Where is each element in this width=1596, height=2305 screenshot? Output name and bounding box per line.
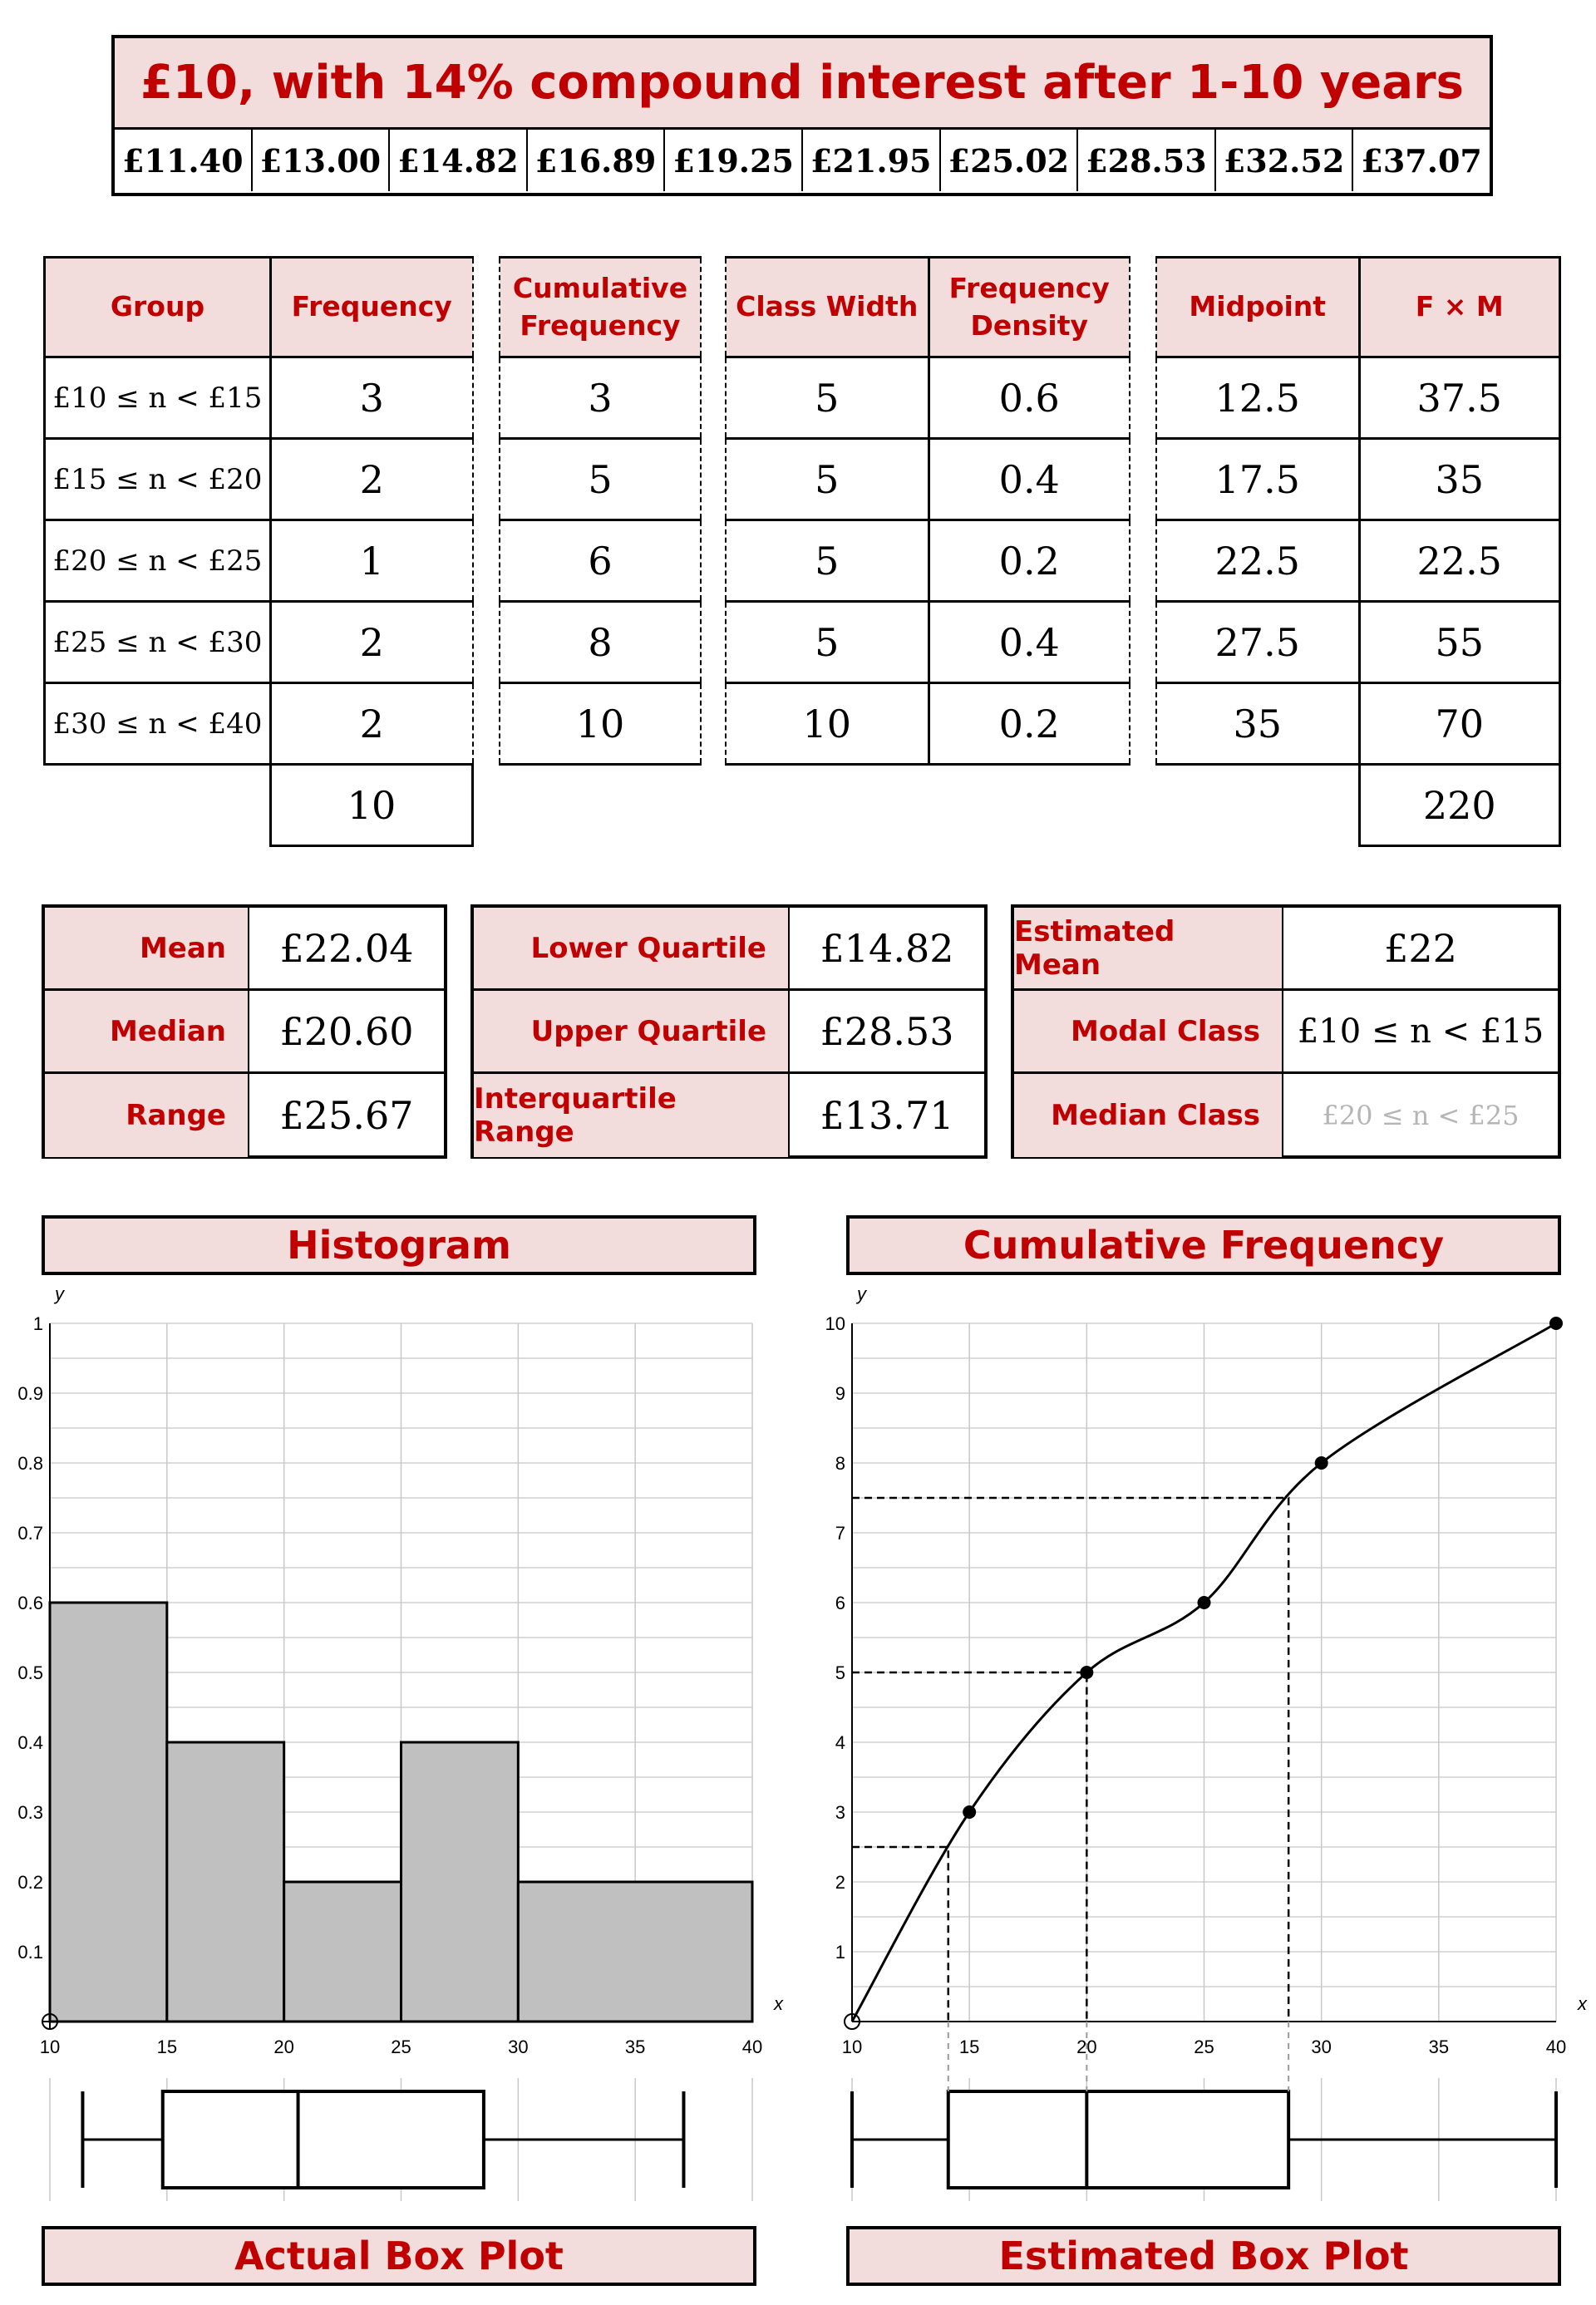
cumulative-y-tick-label: 10 bbox=[825, 1313, 845, 1334]
cumulative-x-axis-label: x bbox=[1578, 1993, 1587, 2014]
lower-quartile-value: £14.82 bbox=[788, 908, 984, 988]
estimated-box-plot-heading: Estimated Box Plot bbox=[846, 2226, 1561, 2286]
class-width-header: Class Width bbox=[726, 258, 929, 357]
class-width-cell: 5 bbox=[726, 520, 929, 602]
fxm-cell: 70 bbox=[1359, 683, 1560, 765]
estimated-mean-label: Estimated Mean bbox=[1014, 908, 1282, 988]
amount-year-5: £19.25 bbox=[665, 130, 803, 191]
mean-value: £22.04 bbox=[248, 908, 444, 988]
histogram-y-tick-label: 0.3 bbox=[17, 1802, 43, 1823]
density-cell: 0.2 bbox=[929, 520, 1130, 602]
density-cell: 0.4 bbox=[929, 602, 1130, 683]
histogram-bar bbox=[284, 1882, 401, 2022]
iqr-value: £13.71 bbox=[788, 1074, 984, 1157]
amount-year-4: £16.89 bbox=[528, 130, 666, 191]
histogram-y-tick-label: 0.2 bbox=[17, 1872, 43, 1893]
group-cell: £20 ≤ n < £25 bbox=[45, 520, 271, 602]
upper-quartile-value: £28.53 bbox=[788, 991, 984, 1071]
actual-box-plot-box bbox=[163, 2091, 484, 2188]
cumulative-y-tick-label: 6 bbox=[835, 1593, 845, 1613]
histogram-heading: Histogram bbox=[42, 1215, 756, 1275]
histogram-bar bbox=[50, 1603, 167, 2022]
lower-quartile-label: Lower Quartile bbox=[474, 908, 788, 988]
amount-year-6: £21.95 bbox=[803, 130, 941, 191]
cumulative-cell: 8 bbox=[500, 602, 701, 683]
frequency-cell: 1 bbox=[271, 520, 473, 602]
histogram-x-tick-label: 20 bbox=[273, 2037, 294, 2057]
amount-year-2: £13.00 bbox=[253, 130, 391, 191]
histogram-x-tick-label: 40 bbox=[741, 2037, 763, 2057]
estimated-box-plot-box bbox=[948, 2091, 1288, 2188]
histogram-x-tick-label: 30 bbox=[508, 2037, 529, 2057]
cumulative-cell: 10 bbox=[500, 683, 701, 765]
histogram-x-tick-label: 15 bbox=[156, 2037, 178, 2057]
histogram-y-tick-label: 0.9 bbox=[17, 1383, 43, 1404]
frequency-header: Frequency bbox=[271, 258, 473, 357]
class-width-cell: 5 bbox=[726, 602, 929, 683]
frequency-cell: 2 bbox=[271, 602, 473, 683]
cumulative-x-tick-label: 25 bbox=[1194, 2037, 1214, 2057]
frequency-cell: 2 bbox=[271, 683, 473, 765]
fxm-cell: 37.5 bbox=[1359, 357, 1560, 439]
amount-year-10: £37.07 bbox=[1361, 141, 1482, 180]
group-cell: £15 ≤ n < £20 bbox=[45, 439, 271, 520]
histogram-x-axis-label: x bbox=[774, 1993, 783, 2014]
fxm-total: 220 bbox=[1359, 765, 1560, 846]
cumulative-point bbox=[1315, 1456, 1328, 1470]
density-cell: 0.2 bbox=[929, 683, 1130, 765]
fxm-cell: 55 bbox=[1359, 602, 1560, 683]
histogram-y-tick-label: 0.7 bbox=[17, 1523, 43, 1544]
range-value: £25.67 bbox=[248, 1074, 444, 1157]
cumulative-y-tick-label: 3 bbox=[835, 1802, 845, 1823]
cumulative-point bbox=[1080, 1666, 1093, 1679]
midpoint-cell: 27.5 bbox=[1156, 602, 1359, 683]
histogram-y-tick-label: 1 bbox=[32, 1313, 43, 1334]
fxm-cell: 22.5 bbox=[1359, 520, 1560, 602]
cumulative-cell: 6 bbox=[500, 520, 701, 602]
histogram-y-tick-label: 0.8 bbox=[17, 1453, 43, 1474]
midpoint-cell: 22.5 bbox=[1156, 520, 1359, 602]
page-title: £10, with 14% compound interest after 1-10 years bbox=[115, 38, 1490, 130]
frequency-cell: 3 bbox=[271, 357, 473, 439]
histogram-x-tick-label: 25 bbox=[391, 2037, 411, 2057]
cumulative-y-tick-label: 7 bbox=[835, 1523, 845, 1544]
cumulative-point bbox=[1198, 1596, 1211, 1609]
cumulative-point bbox=[1549, 1317, 1563, 1330]
cumulative-x-tick-label: 20 bbox=[1076, 2037, 1097, 2057]
iqr-label: Interquartile Range bbox=[474, 1074, 788, 1157]
upper-quartile-label: Upper Quartile bbox=[474, 991, 788, 1071]
modal-class-value: £10 ≤ n < £15 bbox=[1282, 991, 1558, 1071]
histogram-y-tick-label: 0.4 bbox=[17, 1732, 43, 1753]
frequency-cell: 2 bbox=[271, 439, 473, 520]
cumulative-y-tick-label: 8 bbox=[835, 1453, 845, 1474]
density-header: Frequency Density bbox=[929, 258, 1130, 357]
midpoint-header: Midpoint bbox=[1156, 258, 1359, 357]
histogram-x-tick-label: 35 bbox=[624, 2037, 646, 2057]
cumulative-x-tick-label: 40 bbox=[1545, 2037, 1567, 2057]
cumulative-y-tick-label: 9 bbox=[835, 1383, 845, 1404]
density-cell: 0.4 bbox=[929, 439, 1130, 520]
cumulative-y-tick-label: 2 bbox=[835, 1872, 845, 1893]
amount-year-7: £25.02 bbox=[941, 130, 1079, 191]
median-label: Median bbox=[45, 991, 248, 1071]
cumulative-x-tick-label: 10 bbox=[841, 2037, 863, 2057]
cumulative-y-tick-label: 1 bbox=[835, 1942, 845, 1963]
estimated-mean-value: £22 bbox=[1282, 908, 1558, 988]
midpoint-cell: 35 bbox=[1156, 683, 1359, 765]
histogram-bar bbox=[167, 1742, 284, 2022]
cumulative-y-tick-label: 4 bbox=[835, 1732, 845, 1753]
cumulative-cell: 3 bbox=[500, 357, 701, 439]
midpoint-cell: 12.5 bbox=[1156, 357, 1359, 439]
median-class-label: Median Class bbox=[1014, 1074, 1282, 1157]
group-header: Group bbox=[45, 258, 271, 357]
amount-year-9: £32.52 bbox=[1216, 130, 1354, 191]
range-label: Range bbox=[45, 1074, 248, 1157]
fxm-header: F × M bbox=[1359, 258, 1560, 357]
cumulative-point bbox=[963, 1805, 976, 1819]
histogram-bar bbox=[518, 1882, 752, 2022]
class-width-cell: 5 bbox=[726, 439, 929, 520]
histogram-y-tick-label: 0.6 bbox=[17, 1593, 43, 1613]
cumulative-y-axis-label: y bbox=[857, 1283, 866, 1304]
fxm-cell: 35 bbox=[1359, 439, 1560, 520]
histogram-bar bbox=[401, 1742, 519, 2022]
histogram-y-tick-label: 0.1 bbox=[17, 1942, 43, 1963]
cumulative-header: Cumulative Frequency bbox=[500, 258, 701, 357]
cumulative-x-tick-label: 35 bbox=[1428, 2037, 1450, 2057]
histogram-x-tick-label: 10 bbox=[39, 2037, 61, 2057]
cumulative-cell: 5 bbox=[500, 439, 701, 520]
group-cell: £10 ≤ n < £15 bbox=[45, 357, 271, 439]
amount-year-3: £14.82 bbox=[390, 130, 528, 191]
median-class-value: £20 ≤ n < £25 bbox=[1282, 1074, 1558, 1157]
amount-year-8: £28.53 bbox=[1078, 130, 1216, 191]
cumulative-x-tick-label: 15 bbox=[958, 2037, 980, 2057]
class-width-cell: 5 bbox=[726, 357, 929, 439]
cumulative-x-tick-label: 30 bbox=[1311, 2037, 1332, 2057]
class-width-cell: 10 bbox=[726, 683, 929, 765]
actual-box-plot-heading: Actual Box Plot bbox=[42, 2226, 756, 2286]
modal-class-label: Modal Class bbox=[1014, 991, 1282, 1071]
group-cell: £25 ≤ n < £30 bbox=[45, 602, 271, 683]
mean-label: Mean bbox=[45, 908, 248, 988]
density-cell: 0.6 bbox=[929, 357, 1130, 439]
group-cell: £30 ≤ n < £40 bbox=[45, 683, 271, 765]
amount-year-1: £11.40 bbox=[115, 130, 253, 191]
midpoint-cell: 17.5 bbox=[1156, 439, 1359, 520]
cumulative-heading: Cumulative Frequency bbox=[846, 1215, 1561, 1275]
cumulative-y-tick-label: 5 bbox=[835, 1662, 845, 1683]
median-value: £20.60 bbox=[248, 991, 444, 1071]
histogram-y-tick-label: 0.5 bbox=[17, 1662, 43, 1683]
frequency-total: 10 bbox=[271, 765, 473, 846]
cumulative-reference-line bbox=[852, 1498, 1288, 2022]
histogram-y-axis-label: y bbox=[55, 1283, 64, 1304]
